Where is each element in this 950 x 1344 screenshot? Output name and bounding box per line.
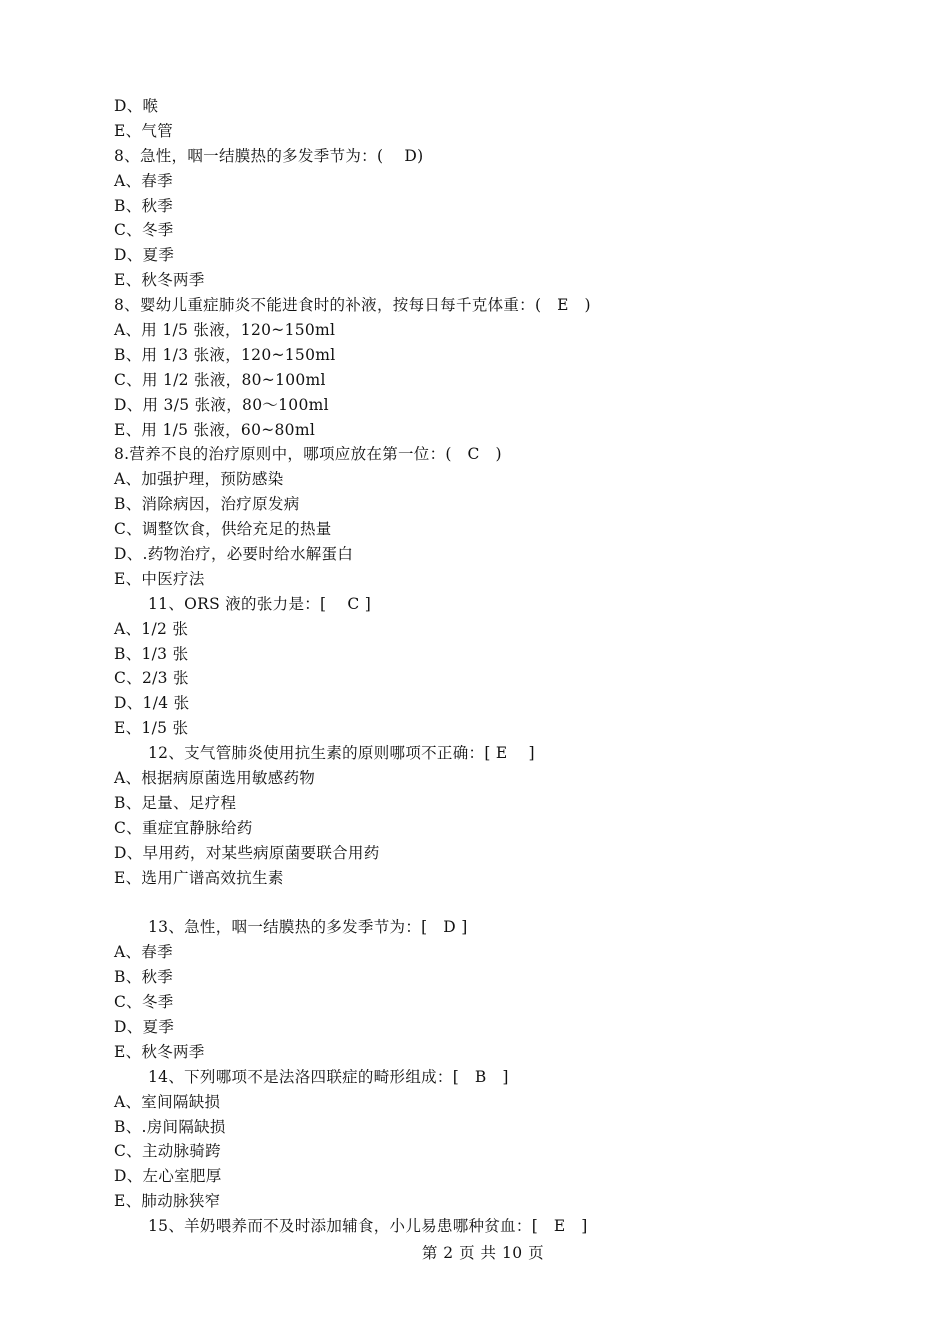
option-line: A、1/2 张 [114, 619, 189, 638]
question-line: 8、婴幼儿重症肺炎不能进食时的补液，按每日每千克体重：( E ) [114, 296, 591, 315]
option-line: D、夏季 [114, 1017, 175, 1036]
option-line: D、夏季 [114, 246, 175, 265]
option-line: E、选用广谱高效抗生素 [114, 868, 284, 887]
option-line: B、消除病因，治疗原发病 [114, 495, 300, 514]
option-line: A、根据病原菌选用敏感药物 [114, 769, 316, 788]
option-line: E、肺动脉狭窄 [114, 1192, 221, 1211]
option-line: B、秋季 [114, 968, 174, 987]
option-line: A、用 1/5 张液，120~150ml [114, 321, 336, 340]
option-line: B、1/3 张 [114, 644, 189, 663]
question-line: 11、ORS 液的张力是：[ C ] [148, 594, 372, 613]
blank-line [0, 891, 950, 916]
option-line: D、左心室肥厚 [114, 1167, 222, 1186]
option-line: D、早用药，对某些病原菌要联合用药 [114, 843, 380, 862]
option-line: E、秋冬两季 [114, 271, 205, 290]
question-line: 12、支气管肺炎使用抗生素的原则哪项不正确：[ E ] [148, 744, 535, 763]
option-line: C、冬季 [114, 993, 174, 1012]
option-line: D、喉 [114, 97, 159, 115]
question-line: 13、急性，咽一结膜热的多发季节为：[ D ] [148, 918, 468, 937]
option-line: C、用 1/2 张液，80~100ml [114, 370, 326, 389]
page-footer [0, 1241, 950, 1265]
option-line: D、.药物治疗，必要时给水解蛋白 [114, 545, 354, 564]
question-line: 14、下列哪项不是法洛四联症的畸形组成：[ B ] [148, 1067, 509, 1086]
option-line: C、主动脉骑跨 [114, 1142, 221, 1161]
option-line: D、1/4 张 [114, 694, 190, 713]
option-line: E、气管 [114, 121, 174, 140]
option-line: C、冬季 [114, 221, 174, 240]
question-list [0, 94, 950, 1239]
option-line: B、足量、足疗程 [114, 793, 237, 812]
question-line: 8.营养不良的治疗原则中，哪项应放在第一位：( C ) [114, 445, 502, 464]
option-line: B、用 1/3 张液，120~150ml [114, 345, 336, 364]
option-line: B、秋季 [114, 196, 174, 215]
question-line: 8、急性，咽一结膜热的多发季节为：( D) [114, 146, 424, 165]
option-line: C、重症宜静脉给药 [114, 818, 253, 837]
option-line: E、中医疗法 [114, 569, 205, 588]
option-line: D、用 3/5 张液，80～100ml [114, 395, 329, 414]
option-line: A、加强护理，预防感染 [114, 470, 284, 489]
option-line: B、.房间隔缺损 [114, 1117, 226, 1136]
option-line: E、1/5 张 [114, 719, 189, 738]
option-line: A、春季 [114, 943, 173, 962]
option-line: C、2/3 张 [114, 669, 189, 688]
page-number: 第 2 页 共 10 页 [421, 1244, 545, 1262]
option-line: C、调整饮食，供给充足的热量 [114, 520, 332, 539]
question-line: 15、羊奶喂养而不及时添加辅食，小儿易患哪种贫血：[ E ] [148, 1217, 588, 1236]
option-line: E、秋冬两季 [114, 1042, 205, 1061]
option-line: A、春季 [114, 171, 173, 190]
option-line: E、用 1/5 张液，60~80ml [114, 420, 316, 439]
option-line: A、室间隔缺损 [114, 1092, 221, 1111]
